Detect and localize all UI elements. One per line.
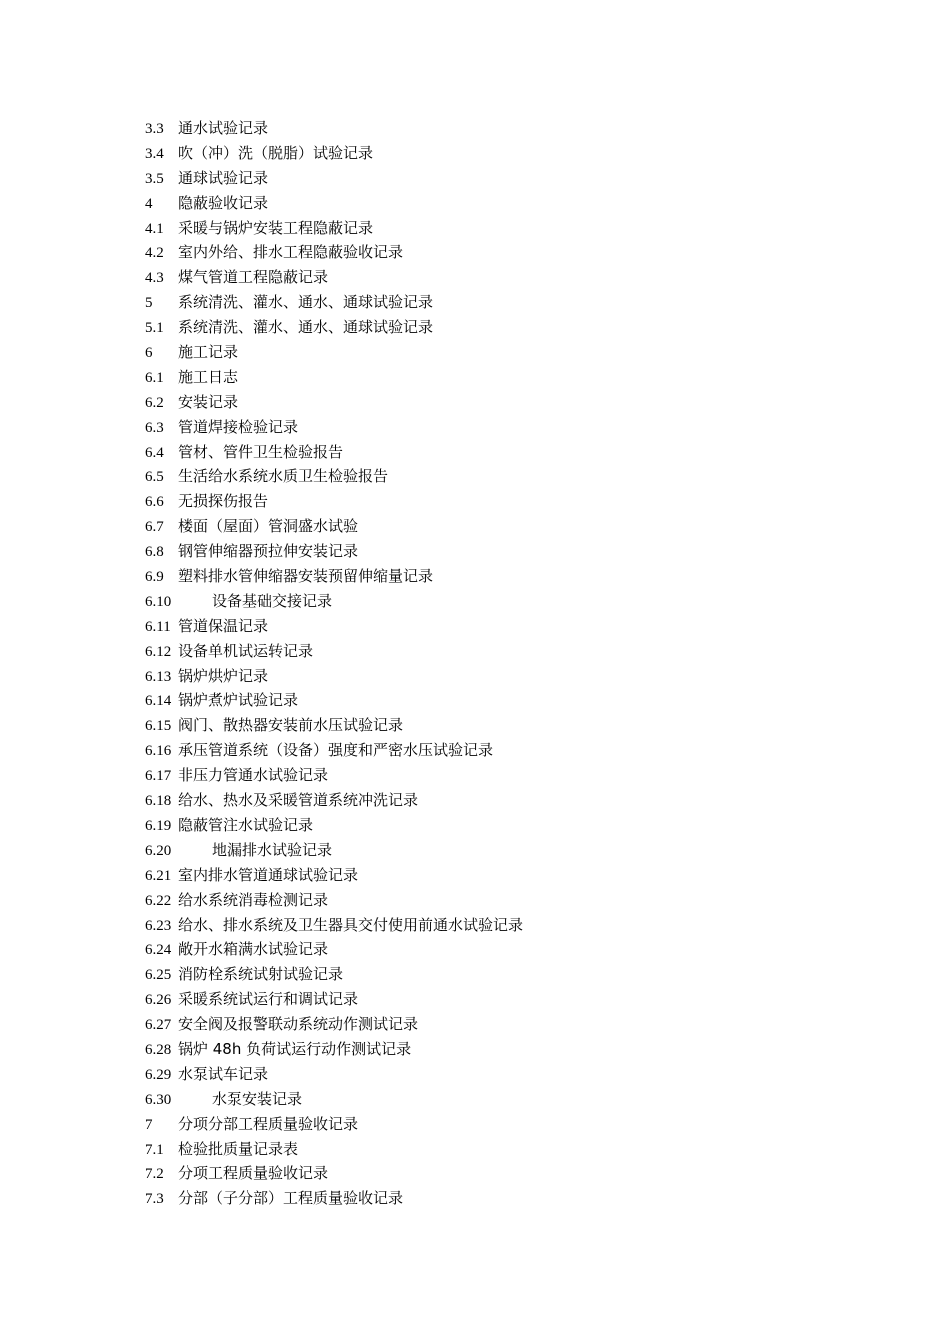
toc-title: 地漏排水试验记录 [212,840,333,859]
toc-number: 6.26 [145,992,172,1009]
toc-title: 煤气管道工程隐蔽记录 [178,268,329,287]
toc-title: 室内排水管道通球试验记录 [178,865,359,884]
toc-item [145,1087,523,1112]
table-of-contents [145,116,523,1211]
toc-number: 6.25 [145,967,172,984]
toc-item [145,116,523,141]
toc-number: 3.3 [145,121,164,137]
toc-number: 6.5 [145,469,164,486]
toc-item [145,863,523,888]
toc-number: 6.29 [145,1066,172,1083]
toc-title: 施工日志 [178,367,239,386]
toc-title: 管道焊接检验记录 [178,417,299,436]
toc-title: 采暖与锅炉安装工程隐蔽记录 [178,218,374,237]
toc-number: 3.5 [145,170,164,187]
toc-title: 系统清洗、灌水、通水、通球试验记录 [178,318,434,337]
toc-title: 通球试验记录 [178,168,269,187]
toc-item [145,191,523,216]
toc-item [145,1161,523,1186]
toc-number: 6.1 [145,369,164,386]
toc-number: 4.2 [145,245,164,262]
toc-title: 分项分部工程质量验收记录 [178,1114,359,1133]
toc-number: 7.1 [145,1141,164,1158]
toc-item [145,564,523,589]
toc-title: 系统清洗、灌水、通水、通球试验记录 [178,293,434,312]
toc-number: 4.3 [145,270,164,287]
toc-title: 楼面（屋面）管洞盛水试验 [178,517,359,536]
toc-number: 6.12 [145,643,172,660]
toc-number: 6.16 [145,743,172,760]
toc-number: 7.3 [145,1191,164,1208]
toc-item [145,1112,523,1137]
toc-title: 无损探伤报告 [178,492,269,511]
toc-item [145,240,523,265]
toc-title: 给水系统消毒检测记录 [178,890,329,909]
toc-title: 安装记录 [178,392,239,411]
toc-title: 分部（子分部）工程质量验收记录 [178,1189,404,1208]
toc-title: 钢管伸缩器预拉伸安装记录 [178,542,359,561]
toc-title: 消防栓系统试射试验记录 [178,965,344,984]
toc-title: 给水、热水及采暖管道系统冲洗记录 [178,791,419,810]
toc-title: 非压力管通水试验记录 [178,766,329,785]
toc-item [145,390,523,415]
toc-number: 6.15 [145,718,172,735]
toc-number: 6.8 [145,544,164,561]
toc-title: 生活给水系统水质卫生检验报告 [178,467,389,486]
toc-item [145,315,523,340]
toc-item [145,141,523,166]
toc-number: 6.22 [145,892,172,909]
toc-item [145,888,523,913]
toc-title: 锅炉 48h 负荷试运行动作测试记录 [178,1039,412,1058]
toc-item [145,166,523,191]
toc-number: 6.18 [145,793,172,810]
toc-number: 6.7 [145,519,164,536]
toc-item [145,838,523,863]
toc-item [145,614,523,639]
toc-item [145,1062,523,1087]
toc-item [145,415,523,440]
toc-item [145,813,523,838]
toc-number: 5 [145,295,153,312]
toc-item [145,489,523,514]
toc-title: 设备基础交接记录 [212,591,333,610]
toc-item [145,290,523,315]
toc-number: 6.23 [145,917,172,934]
toc-title: 施工记录 [178,343,239,362]
toc-title: 安全阀及报警联动系统动作测试记录 [178,1015,419,1034]
toc-item [145,440,523,465]
toc-title: 吹（冲）洗（脱脂）试验记录 [178,143,374,162]
toc-item [145,713,523,738]
toc-number: 6.6 [145,494,164,511]
toc-item [145,589,523,614]
toc-title: 敞开水箱满水试验记录 [178,940,329,959]
toc-title: 通水试验记录 [178,119,269,137]
toc-title: 水泵安装记录 [212,1089,303,1108]
toc-item [145,514,523,539]
toc-number: 6.13 [145,668,172,685]
toc-number: 7 [145,1116,153,1133]
toc-item [145,1012,523,1037]
toc-number: 6.9 [145,569,164,586]
toc-number: 6.21 [145,867,172,884]
toc-number: 6.27 [145,1017,172,1034]
toc-item [145,639,523,664]
toc-item [145,365,523,390]
toc-item [145,1137,523,1162]
toc-title: 室内外给、排水工程隐蔽验收记录 [178,243,404,262]
toc-title: 隐蔽验收记录 [178,193,269,212]
toc-number: 5.1 [145,320,164,337]
toc-item [145,987,523,1012]
toc-title: 给水、排水系统及卫生器具交付使用前通水试验记录 [178,915,524,934]
toc-number: 7.2 [145,1166,164,1183]
toc-item [145,664,523,689]
toc-number: 6.10 [145,593,172,610]
toc-number: 6.2 [145,394,164,411]
toc-number: 4 [145,195,153,212]
toc-number: 6.24 [145,942,172,959]
toc-number: 6.3 [145,419,164,436]
toc-item [145,1037,523,1062]
toc-item [145,340,523,365]
toc-number: 6.28 [145,1041,172,1058]
toc-number: 6.11 [145,618,171,635]
toc-number: 4.1 [145,220,164,237]
toc-number: 3.4 [145,145,164,162]
toc-item [145,937,523,962]
toc-item [145,738,523,763]
toc-item [145,763,523,788]
toc-item [145,913,523,938]
toc-number: 6.14 [145,693,172,710]
toc-item [145,788,523,813]
toc-title: 管道保温记录 [178,616,269,635]
toc-number: 6.17 [145,768,172,785]
toc-item [145,216,523,241]
toc-title: 承压管道系统（设备）强度和严密水压试验记录 [178,741,494,760]
toc-title: 水泵试车记录 [178,1064,269,1083]
toc-title: 设备单机试运转记录 [178,641,314,660]
toc-number: 6.19 [145,817,172,834]
toc-title: 阀门、散热器安装前水压试验记录 [178,716,404,735]
toc-number: 6 [145,345,153,362]
toc-title: 采暖系统试运行和调试记录 [178,990,359,1009]
toc-number: 6.20 [145,842,172,859]
toc-title: 锅炉烘炉记录 [178,666,269,685]
toc-title: 隐蔽管注水试验记录 [178,815,314,834]
toc-title: 锅炉煮炉试验记录 [178,691,299,710]
toc-number: 6.4 [145,444,164,461]
toc-item [145,1186,523,1211]
toc-title: 检验批质量记录表 [178,1139,299,1158]
toc-item [145,962,523,987]
toc-title: 分项工程质量验收记录 [178,1164,329,1183]
toc-item [145,464,523,489]
toc-title: 管材、管件卫生检验报告 [178,442,344,461]
toc-title: 塑料排水管伸缩器安装预留伸缩量记录 [178,567,434,586]
toc-item [145,265,523,290]
toc-item [145,539,523,564]
toc-item [145,688,523,713]
toc-number: 6.30 [145,1091,172,1108]
